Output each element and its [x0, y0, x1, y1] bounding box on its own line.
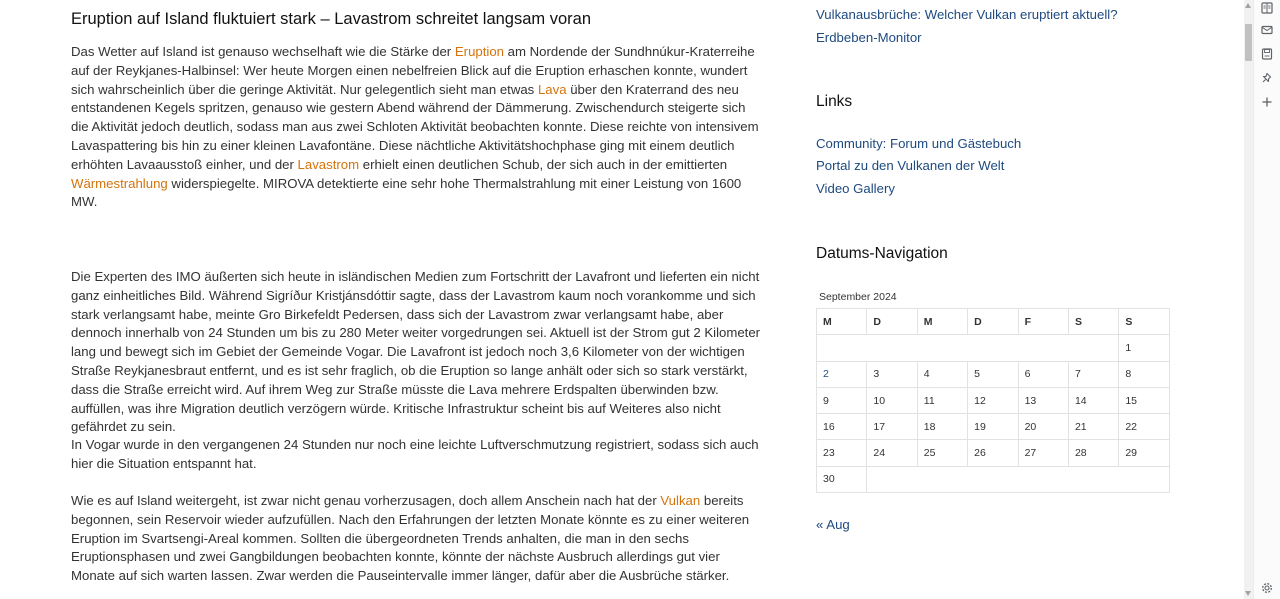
calendar-day: 28 [1068, 440, 1118, 466]
paragraph-3: In Vogar wurde in den vergangenen 24 Stunden nur noch eine leichte Luftverschmutzung registriert, sodass sich auch hier die Situation entspannt hat. [71, 437, 759, 471]
calendar-day: 21 [1068, 414, 1118, 440]
scroll-thumb[interactable] [1245, 24, 1252, 61]
text: widerspiegelte. MIROVA detektierte eine sehr hohe Thermalstrahlung mit einer Leistung von 1600 MW. [71, 175, 742, 210]
paragraph-1 [71, 43, 761, 212]
calendar-weekday: D [968, 309, 1018, 335]
calendar-day: 3 [867, 361, 917, 387]
calendar-day: 10 [867, 387, 917, 413]
scroll-up-arrow-icon[interactable] [1245, 3, 1251, 8]
sidebar-link-erdbeben-monitor[interactable]: Erdbeben-Monitor [816, 30, 922, 45]
sidebar-link-portal[interactable]: Portal zu den Vulkanen der Welt [816, 158, 1005, 173]
text: am Nordende der Sundhnúkur-Kraterreihe auf der Reykjanes-Halbinsel: Wer heute Morgen einen nebelfreien Blick auf die Eruption erhaschen konnte, wundert sich wahrscheinlich über die geringe Aktivität. Nur gelegentlich sieht man etwas [71, 44, 755, 97]
settings-icon[interactable] [1259, 580, 1275, 596]
sidebar-link-video-gallery[interactable]: Video Gallery [816, 181, 895, 196]
add-icon[interactable] [1259, 94, 1275, 110]
text: erhielt einen deutlichen Schub, der sich auch in der emittierten [359, 156, 728, 172]
calendar-day: 24 [867, 440, 917, 466]
calendar-weekday: M [817, 309, 867, 335]
calendar-day: 20 [1018, 414, 1068, 440]
pin-icon[interactable] [1259, 70, 1275, 86]
text: Das Wetter auf Island ist genauso wechselhaft wie die Stärke der [71, 44, 455, 59]
calendar-day: 1 [1119, 335, 1169, 361]
calendar-weekday: S [1068, 309, 1118, 335]
calendar-weekdays [817, 309, 1170, 335]
calendar-caption: September 2024 [819, 291, 897, 303]
calendar-day: 16 [817, 414, 867, 440]
calendar-day: 9 [817, 387, 867, 413]
calendar-day: 13 [1018, 387, 1068, 413]
calendar-week-row [817, 387, 1170, 413]
text: über den Kraterrand des neu entstandenen Kegels spritzen, genauso wie gestern Abend während der Dämmerung. Zwischendurch steigerte sich die Aktivität jedoch deutlich, sodass man aus zwei Schloten Aktivität beobachten konnte. Diese reichte von intensivem Lavaspattering bis hin zu einer kleinen Lavafontäne. Diese nächtliche Aktivitätshochphase ging mit einem deutlich erhöhten Lavaausstoß einher, und der [71, 81, 759, 172]
date-navigation-heading: Datums-Navigation [816, 245, 948, 262]
paragraph-4 [71, 492, 761, 586]
calendar-day: 6 [1018, 361, 1068, 387]
calendar-day: 18 [917, 414, 967, 440]
calendar-day: 15 [1119, 387, 1169, 413]
scroll-down-arrow-icon[interactable] [1245, 591, 1251, 596]
vertical-scrollbar[interactable] [1244, 0, 1253, 599]
calendar-day: 17 [867, 414, 917, 440]
calendar-day: 19 [968, 414, 1018, 440]
reader-icon[interactable] [1259, 0, 1275, 16]
calendar-pad-cell [817, 335, 1119, 361]
calendar-day: 29 [1119, 440, 1169, 466]
mail-icon[interactable] [1259, 22, 1275, 38]
text: bereits begonnen, sein Reservoir wieder aufzufüllen. Nach den Erfahrungen der letzten Monate könnte es zu einer weiteren Eruption im Svartsengi-Areal kommen. Sollten die übergeordneten Trends anhalten, die man in den sechs Eruptionsphasen und zwei Gangbildungen beobachten konnte, könnte der nächste Ausbruch allerdings gut vier Monate auf sich warten lassen. Zwar werden die Pauseintervalle immer länger, dafür aber die Ausbrüche stärker. [71, 493, 750, 584]
sidebar-link-community[interactable]: Community: Forum und Gästebuch [816, 136, 1022, 151]
save-icon[interactable] [1259, 46, 1275, 62]
calendar-body [817, 335, 1170, 493]
calendar-week-row [817, 466, 1170, 492]
calendar-week-row [817, 414, 1170, 440]
calendar-day-link[interactable]: 2 [823, 368, 829, 381]
calendar-day: 26 [968, 440, 1018, 466]
article-title: Eruption auf Island fluktuiert stark – Lavastrom schreitet langsam voran [71, 10, 591, 28]
calendar-day: 11 [917, 387, 967, 413]
calendar-week-row [817, 440, 1170, 466]
calendar-day: 27 [1018, 440, 1068, 466]
calendar-day: 7 [1068, 361, 1118, 387]
sidebar-link-vulkanausbrueche[interactable]: Vulkanausbrüche: Welcher Vulkan eruptiert aktuell? [816, 7, 1118, 22]
calendar-week-row [817, 361, 1170, 387]
calendar-day: 4 [917, 361, 967, 387]
calendar-day: 14 [1068, 387, 1118, 413]
calendar-day: 23 [817, 440, 867, 466]
browser-side-panel [1253, 0, 1280, 599]
link-eruption[interactable]: Eruption [454, 44, 504, 59]
calendar-day: 8 [1119, 361, 1169, 387]
calendar-weekday: F [1018, 309, 1068, 335]
link-waermestrahlung[interactable]: Wärmestrahlung [71, 175, 168, 191]
calendar-weekday: M [917, 309, 967, 335]
link-vulkan[interactable]: Vulkan [660, 493, 701, 508]
text: Wie es auf Island weitergeht, ist zwar nicht genau vorherzusagen, doch allem Anschein nach hat der [71, 493, 661, 508]
links-heading: Links [816, 93, 853, 110]
calendar-pad-cell [867, 466, 1169, 492]
calendar-weekday: D [867, 309, 917, 335]
calendar-day: 5 [968, 361, 1018, 387]
calendar-day: 22 [1119, 414, 1169, 440]
calendar-day: 30 [817, 466, 867, 492]
calendar-day: 12 [968, 387, 1018, 413]
calendar-day[interactable] [817, 361, 867, 387]
link-lava[interactable]: Lava [537, 81, 567, 97]
calendar [816, 308, 1170, 493]
calendar-weekday: S [1119, 309, 1169, 335]
calendar-day: 25 [917, 440, 967, 466]
paragraph-2: Die Experten des IMO äußerten sich heute in isländischen Medien zum Fortschritt der Lavafront und lieferten ein nicht ganz einheitliches Bild. Während Sigríður Kristjánsdóttir sagte, dass der Lavastrom kaum noch vorankomme und sich stark verlangsamt habe, meinte Gro Birkefeldt Pedersen, dass sich der Lavastrom zwar verlangsamt habe, aber dennoch innerhalb von 24 Stunden um bis zu 280 Meter weiter vorgedrungen sei. Aktuell ist der Strom gut 2 Kilometer lang und bewegt sich im Gebiet der Gemeinde Vogar. Die Lavafront ist jedoch noch 3,6 Kilometer von der wichtigen Straße Reykjanesbraut entfernt, und es ist sehr fraglich, ob die Eruption so lange anhält oder sich so stark verstärkt, dass die Straße erreicht wird. Auf ihrem Weg zur Straße müsste die Lava mehrere Erdspalten überwinden bzw. auffüllen, was ihre Migration deutlich verzögern würde. Kritische Infrastruktur scheint bis auf Weiteres also nicht gefährdet zu sein. [71, 269, 761, 435]
calendar-week-row [817, 335, 1170, 361]
link-lavastrom[interactable]: Lavastrom [297, 156, 360, 172]
prev-month-link[interactable]: « Aug [816, 517, 850, 532]
